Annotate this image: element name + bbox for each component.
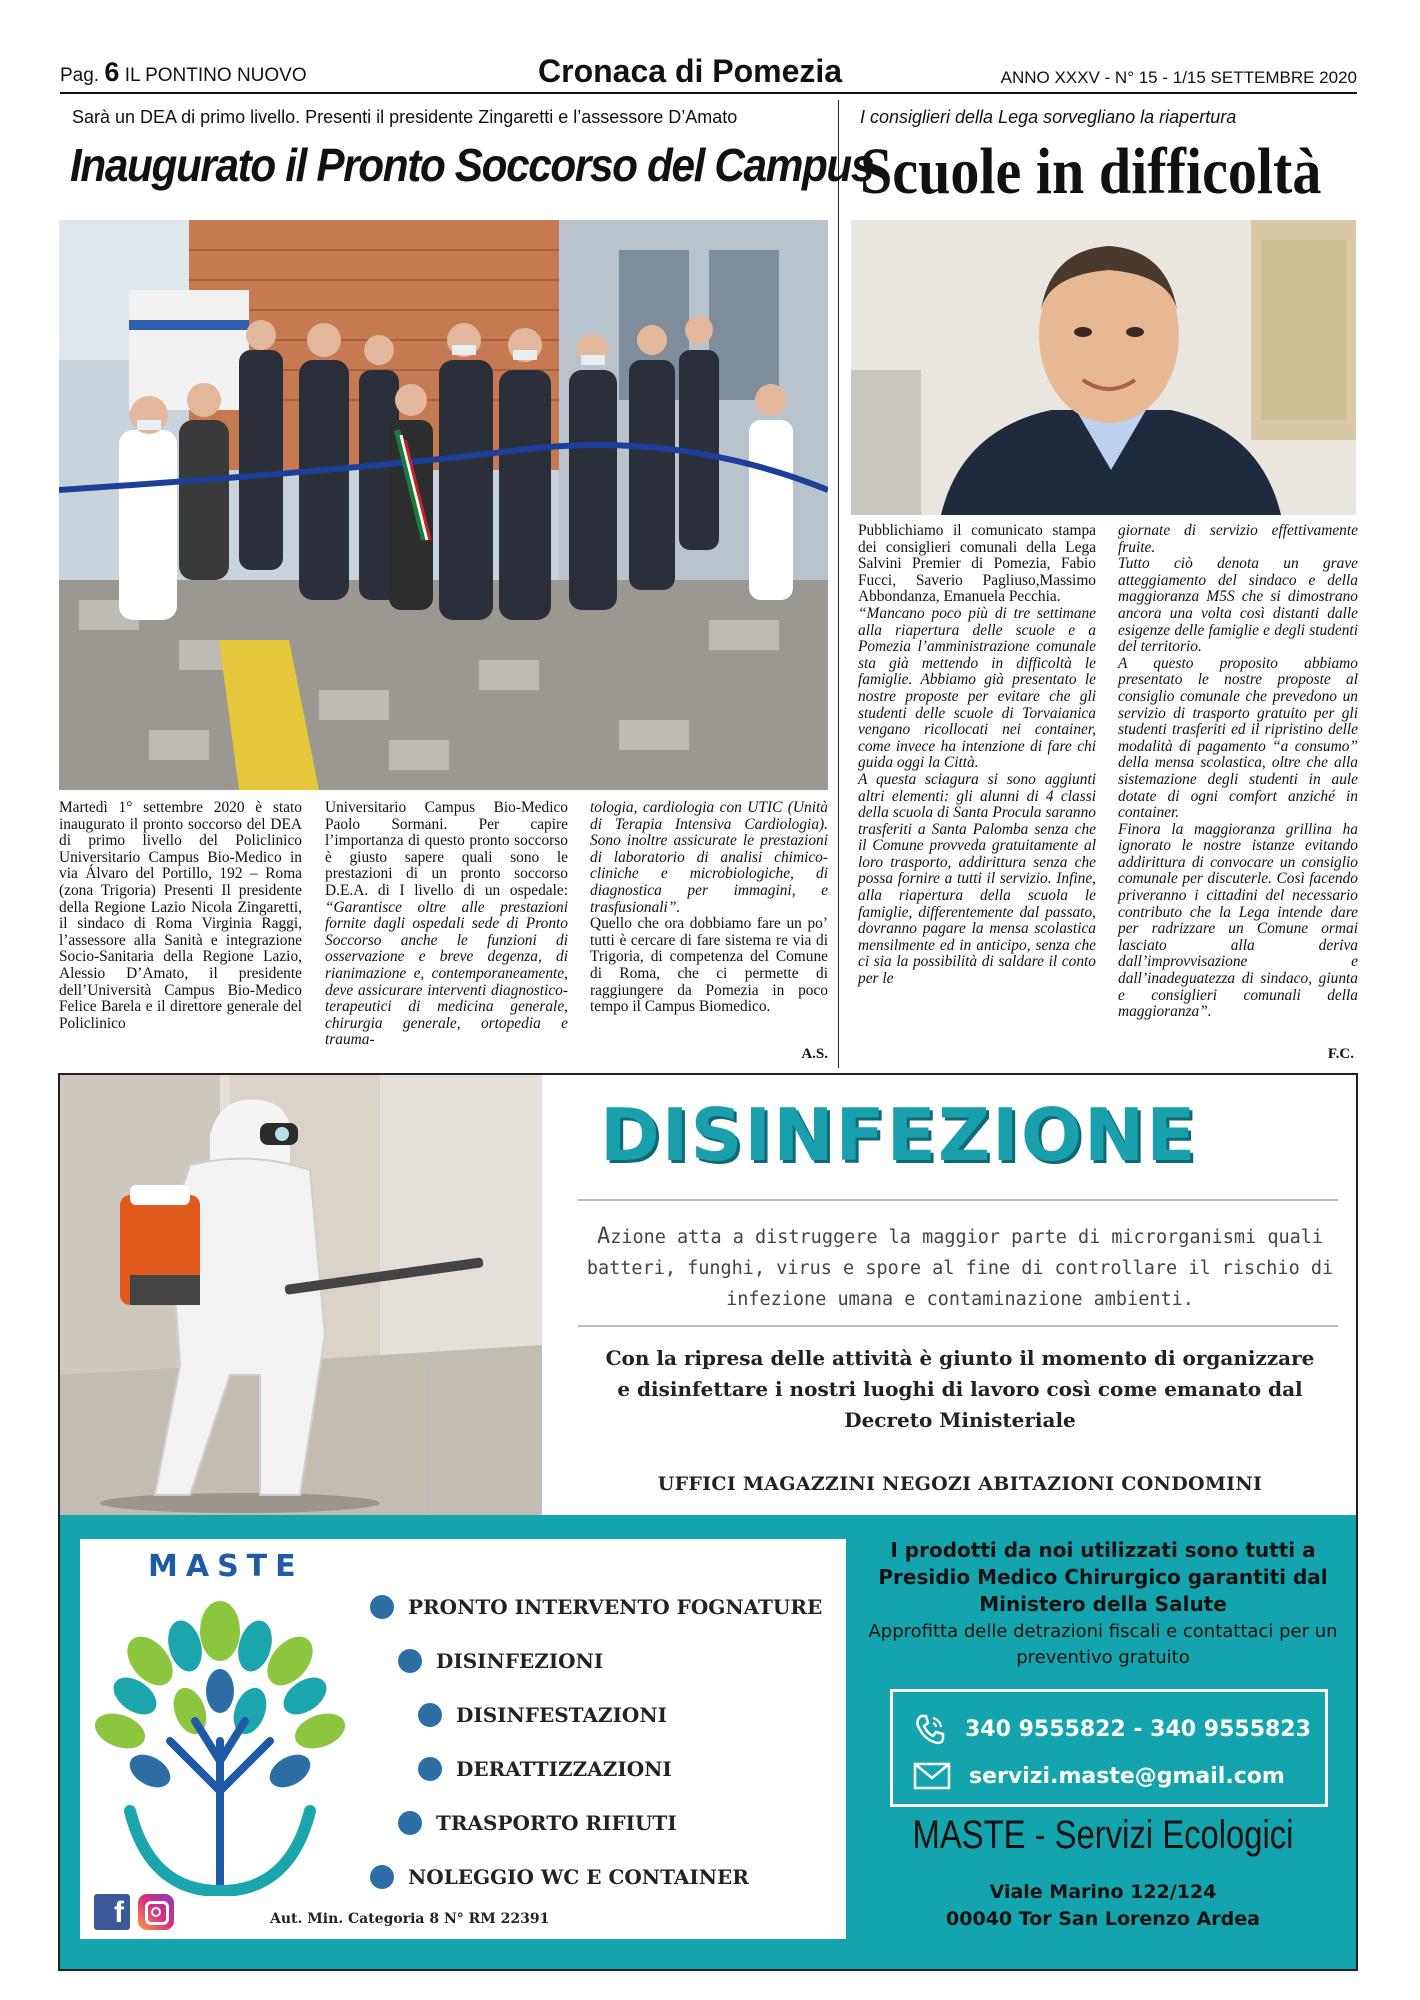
ad-top-section	[60, 1075, 1356, 1515]
left-article-col3-quote: tologia, cardiologia con UTIC (Unità di Terapia Intensiva Cardiologia). Sono inoltre assicurate le prestazioni di laboratorio di analisi chimico-cliniche e microbiologiche, di diagnostica per immagini, e trasfusionali”.	[590, 799, 828, 916]
social-icons	[94, 1894, 174, 1930]
services-panel	[80, 1539, 846, 1939]
right-article-col1	[858, 523, 1096, 988]
ad-bottom-section	[60, 1515, 1356, 1969]
right-article-kicker: I consiglieri della Lega sorvegliano la riapertura	[860, 107, 1237, 127]
ad-title: DISINFEZIONE	[600, 1093, 1198, 1177]
products-statement: I prodotti da noi utilizzati sono tutti a Presidio Medico Chirurgico garantiti dal Ministero della Salute	[878, 1538, 1328, 1616]
right-article-col2	[1118, 523, 1358, 1021]
ad-pitch: Con la ripresa delle attività è giunto il momento di organizzare e disinfettare i nostri luoghi di lavoro così come emanato dal Decreto Ministeriale	[605, 1346, 1315, 1432]
service-label: DISINFESTAZIONI	[456, 1703, 667, 1727]
page-info	[60, 57, 307, 88]
left-article-col2-quote: “Garantisce oltre alle prestazioni fornite dagli ospedali sede di Pronto Soccorso anche le funzioni di osservazione e breve degenza, di rianimazione e, contemporaneamente, deve assicurare interventi diagnostico-terapeutici di medicina generale, chirurgia generale, ortopedia e trauma-	[325, 898, 568, 1049]
right-article-col1-text: Pubblichiamo il comunicato stampa dei consiglieri comunali della Lega Salvini Premier di Pomezia, Fabio Fucci, Saverio Pagliuso,Massimo Abbondanza, Emanuela Pecchia.	[858, 522, 1096, 606]
products-note: Approfitta delle detrazioni fiscali e contattaci per un preventivo gratuito	[868, 1621, 1338, 1668]
ad-categories: UFFICI MAGAZZINI NEGOZI ABITAZIONI CONDOMINI	[657, 1473, 1263, 1495]
right-article-col2-quote-c: A questo proposito abbiamo presentato le nostre proposte al consiglio comunale che prevedono un servizio di trasporto gratuito per gli studenti trasferiti ed il ripristino delle modalità di pagamento “a consumo” della mensa scolastica, oltre che alla sistemazione degli studenti in aule dotate di ogni comfort anziché in container.	[1118, 654, 1358, 822]
service-label: TRASPORTO RIFIUTI	[436, 1811, 677, 1835]
maste-advertisement	[58, 1073, 1358, 1971]
ad-rule-top	[578, 1199, 1338, 1201]
bullet-icon	[370, 1865, 394, 1889]
authorization-note: Aut. Min. Categoria 8 N° RM 22391	[270, 1911, 550, 1927]
right-article-headline: Scuole in difficoltà	[860, 135, 1322, 208]
bullet-icon	[398, 1811, 422, 1835]
right-article-col1-quote-a: “Mancano poco più di tre settimane alla riapertura delle scuole e a Pomezia l’amministrazione comunale sta già mettendo in difficoltà le famiglie. Abbiamo già presentato le nostre proposte per evitare che gli studenti delle scuole di Torvaianica vengano ricollocati nei container, come invece ha intenzione di fare chi guida oggi la Città.	[858, 604, 1096, 772]
company-address	[850, 1879, 1356, 1933]
left-article-col1-text: Martedì 1° settembre 2020 è stato inaugurato il pronto soccorso del DEA di primo livello del Policlinico Universitario Campus Bio-Medico in via Álvaro del Portillo, 192 – Roma (zona Trigoria) Presenti Il presidente della Regione Lazio Nicola Zingaretti, il sindaco di Roma Virginia Raggi, l’assessore alla Sanità e integrazione Socio-Sanitaria della Regione Lazio, Alessio D’Amato, il presidente dell’Università Campus Bio-Medico Felice Barela e il direttore generale del Policlinico	[59, 799, 302, 1032]
inauguration-photo	[59, 220, 828, 790]
service-item	[398, 1811, 677, 1835]
facebook-icon[interactable]: f	[94, 1894, 130, 1930]
email-row[interactable]	[913, 1762, 1285, 1790]
ad-rule-middle	[578, 1325, 1338, 1327]
mail-icon	[913, 1762, 951, 1790]
ad-description-lead: A	[596, 1224, 611, 1249]
right-article-signature: F.C.	[1327, 1046, 1354, 1062]
service-item	[398, 1649, 603, 1673]
left-article-col1	[59, 800, 302, 1032]
bullet-icon	[398, 1649, 422, 1673]
left-article-headline: Inaugurato il Pronto Soccorso del Campus	[70, 139, 874, 191]
bullet-icon	[370, 1595, 394, 1619]
bullet-icon	[418, 1757, 442, 1781]
right-article-col1-quote-b: A questa sciagura si sono aggiunti altri elementi: gli alunni di 4 classi della scuola di Santa Procula saranno trasferiti a Santa Palomba senza che il Comune provveda gratuitamente al loro trasporto, addirittura senza che possa fornire a tutti il servizio. Infine, alla riapertura della scuola le famiglie, differentemente dal passato, dovranno pagare la mensa scolastica mensilmente ed in anticipo, senza che ci sia la possibilità di saldare il conto per le	[858, 770, 1096, 988]
left-article-kicker: Sarà un DEA di primo livello. Presenti il presidente Zingaretti e l’assessore D’Amato	[72, 107, 738, 127]
company-name: MASTE - Servizi Ecologici	[912, 1813, 1294, 1857]
bullet-icon	[418, 1703, 442, 1727]
column-divider	[838, 100, 839, 1068]
address-line-2: 00040 Tor San Lorenzo Ardea	[946, 1908, 1260, 1930]
page-label: Pag.	[60, 65, 100, 86]
contact-box	[890, 1689, 1328, 1807]
ad-description	[580, 1221, 1340, 1315]
tree-logo-icon	[90, 1591, 350, 1896]
service-label: PRONTO INTERVENTO FOGNATURE	[408, 1595, 823, 1619]
service-item	[370, 1865, 749, 1889]
right-article-col2-quote-a: giornate di servizio effettivamente fruite.	[1118, 522, 1358, 556]
left-article-col3	[590, 800, 828, 1016]
ad-vertical-divider	[428, 1365, 430, 1515]
section-title: Cronaca di Pomezia	[538, 53, 843, 89]
phone-numbers: 340 9555822 - 340 9555823	[965, 1716, 1311, 1742]
councillor-portrait-photo	[851, 220, 1356, 515]
phone-icon	[913, 1712, 947, 1746]
service-item	[370, 1595, 822, 1619]
service-label: NOLEGGIO WC E CONTAINER	[408, 1865, 749, 1889]
left-article-signature: A.S.	[801, 1046, 828, 1062]
contact-panel	[850, 1515, 1356, 1969]
phone-row[interactable]	[913, 1712, 1311, 1746]
maste-logo-text: MASTE	[148, 1549, 304, 1584]
page-number: 6	[104, 57, 120, 87]
left-article-col2-plain: Universitario Campus Bio-Medico Paolo Sormani. Per capire l’importanza di questo pronto soccorso è giusto sapere quali sono le prestazioni di un pronto soccorso D.E.A. di I livello di un ospedale:	[325, 799, 568, 899]
service-label: DISINFEZIONI	[436, 1649, 604, 1673]
service-item	[418, 1757, 672, 1781]
left-article-col2	[325, 800, 568, 1049]
disinfection-worker-photo	[60, 1075, 542, 1515]
service-item	[418, 1703, 667, 1727]
address-line-1: Viale Marino 122/124	[989, 1881, 1217, 1903]
issue-info: ANNO XXXV - N° 15 - 1/15 SETTEMBRE 2020	[1000, 68, 1357, 87]
left-article-col2-text	[325, 800, 568, 1049]
page-header	[60, 53, 1357, 94]
ad-description-text: zione atta a distruggere la maggior parte di microrganismi quali batteri, funghi, virus e spore al fine di controllare il rischio di infezione umana e contaminazione ambienti.	[586, 1227, 1334, 1310]
left-article-col3-text: Quello che ora dobbiamo fare un po’ tutti è cercare di fare sistema re via di Trigoria, di competenza del Comune di Roma, che ci permette di raggiungere da Pomezia in poco tempo il Campus Biomedico.	[590, 915, 828, 1016]
right-article-col2-quote-b: Tutto ciò denota un grave atteggiamento del sindaco e della maggioranza M5S che si dimostrano ancora una volta così distanti dalle esigenze delle famiglie e degli studenti del territorio.	[1118, 555, 1358, 656]
paper-name: IL PONTINO NUOVO	[124, 65, 307, 86]
right-article-col2-quote-d: Finora la maggioranza grillina ha ignorato le nostre istanze evitando addirittura di convocare un consiglio comunale per discuterle. Così facendo priveranno i cittadini del necessario contributo che la Lega intende dare per radrizzare un Comune ormai lasciato alla deriva dall’improvvisazione e dall’inadeguatezza di sindaco, giunta e consiglieri comunali della maggioranza”.	[1118, 820, 1358, 1021]
email-address: servizi.maste@gmail.com	[969, 1763, 1285, 1789]
instagram-icon[interactable]	[138, 1894, 174, 1930]
service-label: DERATTIZZAZIONI	[456, 1757, 672, 1781]
